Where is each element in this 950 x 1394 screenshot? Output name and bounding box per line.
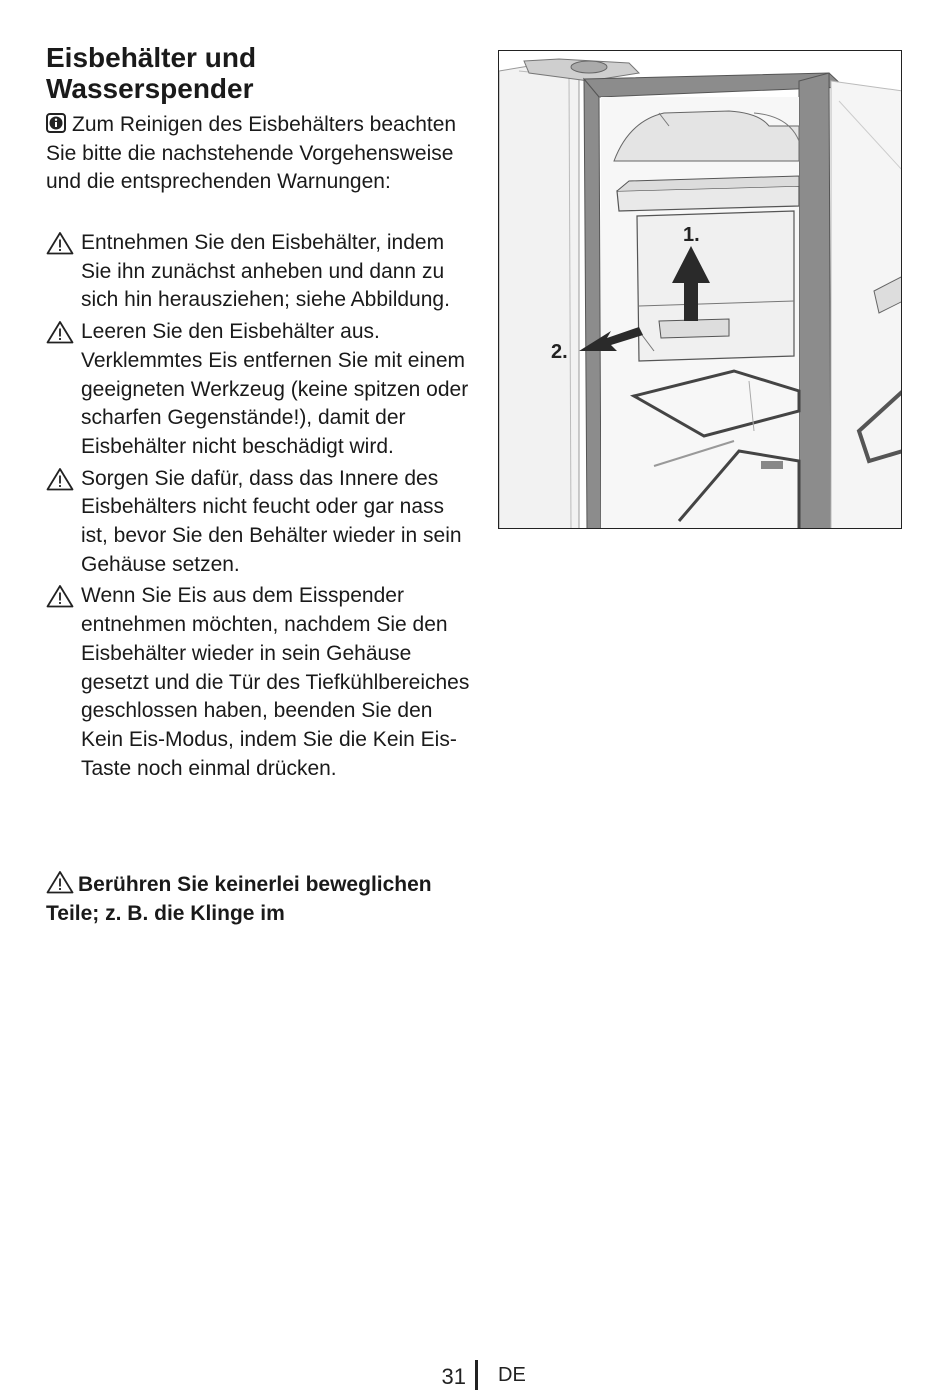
section-title-line-2: Wasserspender [46, 73, 254, 104]
warning-text: Sorgen Sie dafür, dass das Innere des Eisbehälters nicht feucht oder gar nass ist, bevor Sie den Behälter wieder in sein Gehäuse setzen. [81, 466, 462, 576]
warning-triangle-icon [46, 870, 74, 894]
page-footer [0, 1360, 950, 1394]
section-title [46, 42, 466, 104]
warning-triangle-icon [46, 320, 74, 344]
warning-text: Leeren Sie den Eisbehälter aus. Verklemmtes Eis entfernen Sie mit einem geeigneten Werkzeug (keine spitzen oder scharfen Gegenstände!), damit der Eisbehälter nicht beschädigt wird. [81, 320, 469, 458]
bold-warning-text: Berühren Sie keinerlei beweglichen Teile; z. B. die Klinge im [46, 873, 432, 925]
warning-text: Entnehmen Sie den Eisbehälter, indem Sie ihn zunächst anheben und dann zu sich hin herausziehen; siehe Abbildung. [81, 231, 450, 312]
page-number: 31 [441, 1364, 466, 1389]
footer-divider [475, 1360, 478, 1390]
warning-triangle-icon [46, 584, 74, 608]
step-1-label: 1. [683, 224, 700, 246]
warning-item [46, 318, 476, 462]
warning-list [46, 229, 476, 786]
warning-triangle-icon [46, 467, 74, 491]
language-code: DE [498, 1364, 526, 1386]
info-icon [46, 113, 66, 133]
warning-triangle-icon [46, 231, 74, 255]
step-2-label: 2. [551, 341, 568, 363]
warning-text: Wenn Sie Eis aus dem Eisspender entnehmen möchten, nachdem Sie den Eisbehälter wieder in sein Gehäuse gesetzt und die Tür des Tiefkühlbereiches geschlossen haben, beenden Sie den Kein Eis-Modus, indem Sie die Kein Eis-Taste noch einmal drücken. [81, 584, 470, 780]
bold-warning [46, 870, 476, 928]
intro-text: Zum Reinigen des Eisbehälters beachten Sie bitte die nachstehende Vorgehensweise und die entsprechenden Warnungen: [46, 113, 457, 193]
fridge-diagram [499, 51, 902, 529]
ice-container-illustration [498, 50, 902, 529]
intro-paragraph [46, 111, 476, 197]
warning-item [46, 229, 476, 315]
warning-item [46, 465, 476, 580]
section-title-line-1: Eisbehälter und [46, 42, 257, 73]
warning-item [46, 582, 476, 783]
